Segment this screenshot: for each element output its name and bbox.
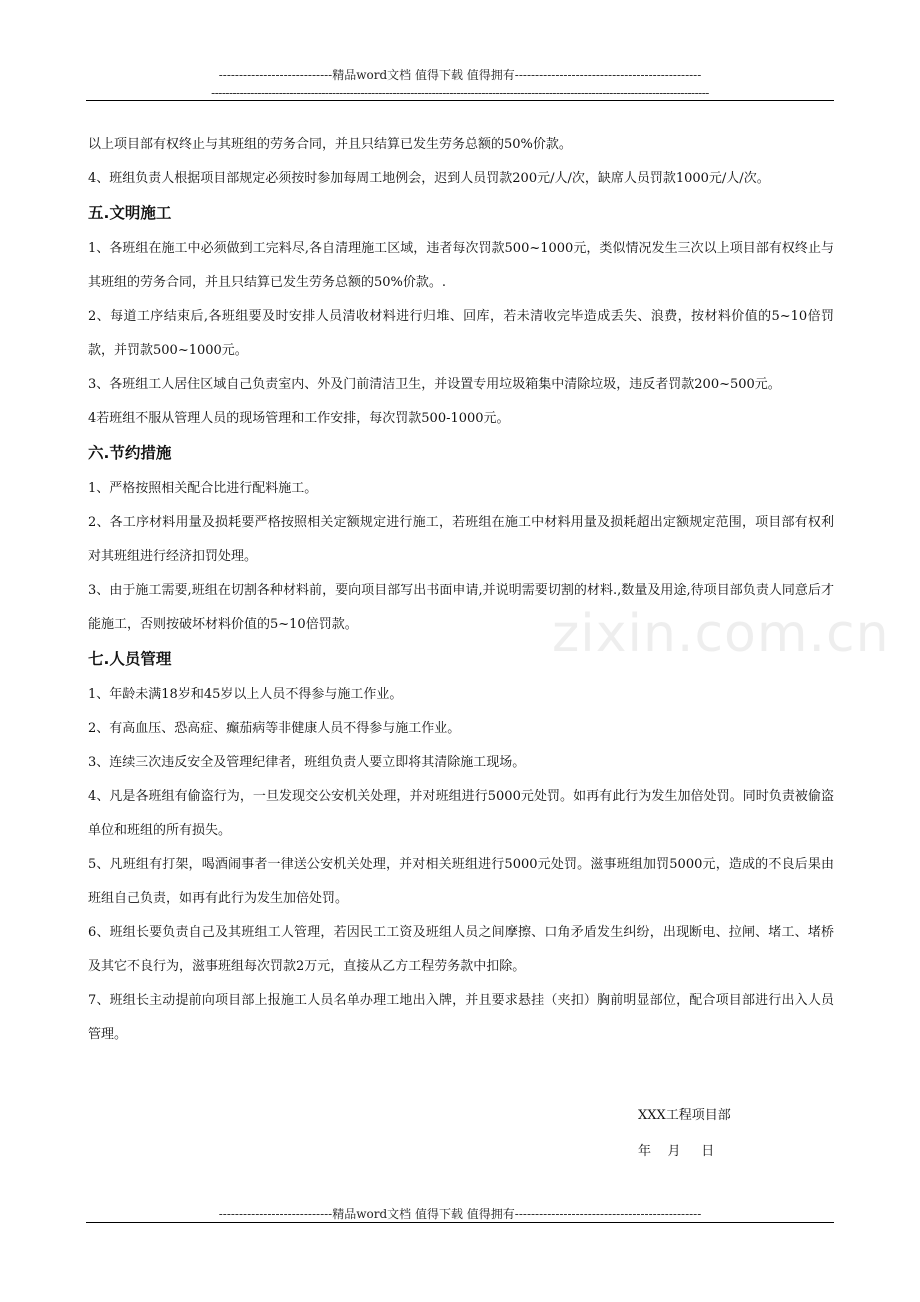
section6-item-1: 1、严格按照相关配合比进行配料施工。 (88, 481, 318, 496)
section5-item-3: 3、各班组工人居住区域自己负责室内、外及门前清洁卫生，并设置专用垃圾箱集中清除垃圾，违反者罚款200~500元。 (88, 377, 781, 392)
section-title-personnel-management: 七.人员管理 (88, 650, 172, 668)
section5-item-2: 2、每道工序结束后,各班组要及时安排人员清收材料进行归堆、回库，若未清收完毕造成丢失、浪费，按材料价值的5~10倍罚款，并罚款500~1000元。 (88, 309, 834, 358)
paragraph-meeting-rule: 4、班组负责人根据项目部规定必须按时参加每周工地例会，迟到人员罚款200元/人/次，缺席人员罚款1000元/人/次。 (88, 171, 770, 186)
section-title-civilized-construction: 五.文明施工 (88, 204, 172, 222)
section7-item-3: 3、连续三次违反安全及管理纪律者，班组负责人要立即将其清除施工现场。 (88, 755, 526, 770)
section6-item-3: 3、由于施工需要,班组在切割各种材料前，要向项目部写出书面申请,并说明需要切割的材料.,数量及用途,待项目部负责人同意后才能施工，否则按破坏材料价值的5~10倍罚款。 (88, 583, 834, 632)
header-dash-line: -------------------------------------------------------------------------------------------------------------------------------------------- (211, 86, 709, 100)
header-rule (86, 100, 834, 101)
section5-item-1: 1、各班组在施工中必须做到工完料尽,各自清理施工区域，违者每次罚款500~1000元，类似情况发生三次以上项目部有权终止与其班组的劳务合同，并且只结算已发生劳务总额的50%价款。. (88, 241, 834, 290)
signature-date: 年 月 日 (638, 1144, 715, 1159)
watermark: zixin.com.cn (552, 604, 890, 664)
footer-rule (86, 1222, 834, 1223)
signature-organization: XXX工程项目部 (638, 1108, 731, 1123)
section7-item-1: 1、年龄未满18岁和45岁以上人员不得参与施工作业。 (88, 687, 403, 702)
footer-banner: ----------------------------精品word文档 值得下载 值得拥有---------------------------------------------- (218, 1207, 702, 1221)
section7-item-4: 4、凡是各班组有偷盗行为，一旦发现交公安机关处理，并对班组进行5000元处罚。如再有此行为发生加倍处罚。同时负责被偷盗单位和班组的所有损失。 (88, 789, 834, 838)
section5-item-4: 4若班组不服从管理人员的现场管理和工作安排，每次罚款500-1000元。 (88, 411, 510, 426)
section7-item-6: 6、班组长要负责自己及其班组工人管理，若因民工工资及班组人员之间摩擦、口角矛盾发生纠纷，出现断电、拉闸、堵工、堵桥及其它不良行为，滋事班组每次罚款2万元，直接从乙方工程劳务款中扣除。 (88, 925, 834, 974)
section7-item-5: 5、凡班组有打架，喝酒闹事者一律送公安机关处理，并对相关班组进行5000元处罚。滋事班组加罚5000元，造成的不良后果由班组自己负责，如再有此行为发生加倍处罚。 (88, 857, 834, 906)
header-banner: ----------------------------精品word文档 值得下载 值得拥有---------------------------------------------- (218, 68, 702, 82)
section-title-saving-measures: 六.节约措施 (88, 444, 172, 462)
section6-item-2: 2、各工序材料用量及损耗要严格按照相关定额规定进行施工，若班组在施工中材料用量及损耗超出定额规定范围，项目部有权利对其班组进行经济扣罚处理。 (88, 515, 834, 564)
paragraph-continued: 以上项目部有权终止与其班组的劳务合同，并且只结算已发生劳务总额的50%价款。 (88, 137, 572, 152)
document-body (88, 128, 834, 1052)
section7-item-2: 2、有高血压、恐高症、癫茄病等非健康人员不得参与施工作业。 (88, 721, 461, 736)
section7-item-7: 7、班组长主动提前向项目部上报施工人员名单办理工地出入牌，并且要求悬挂（夹扣）胸前明显部位，配合项目部进行出入人员管理。 (88, 993, 834, 1042)
